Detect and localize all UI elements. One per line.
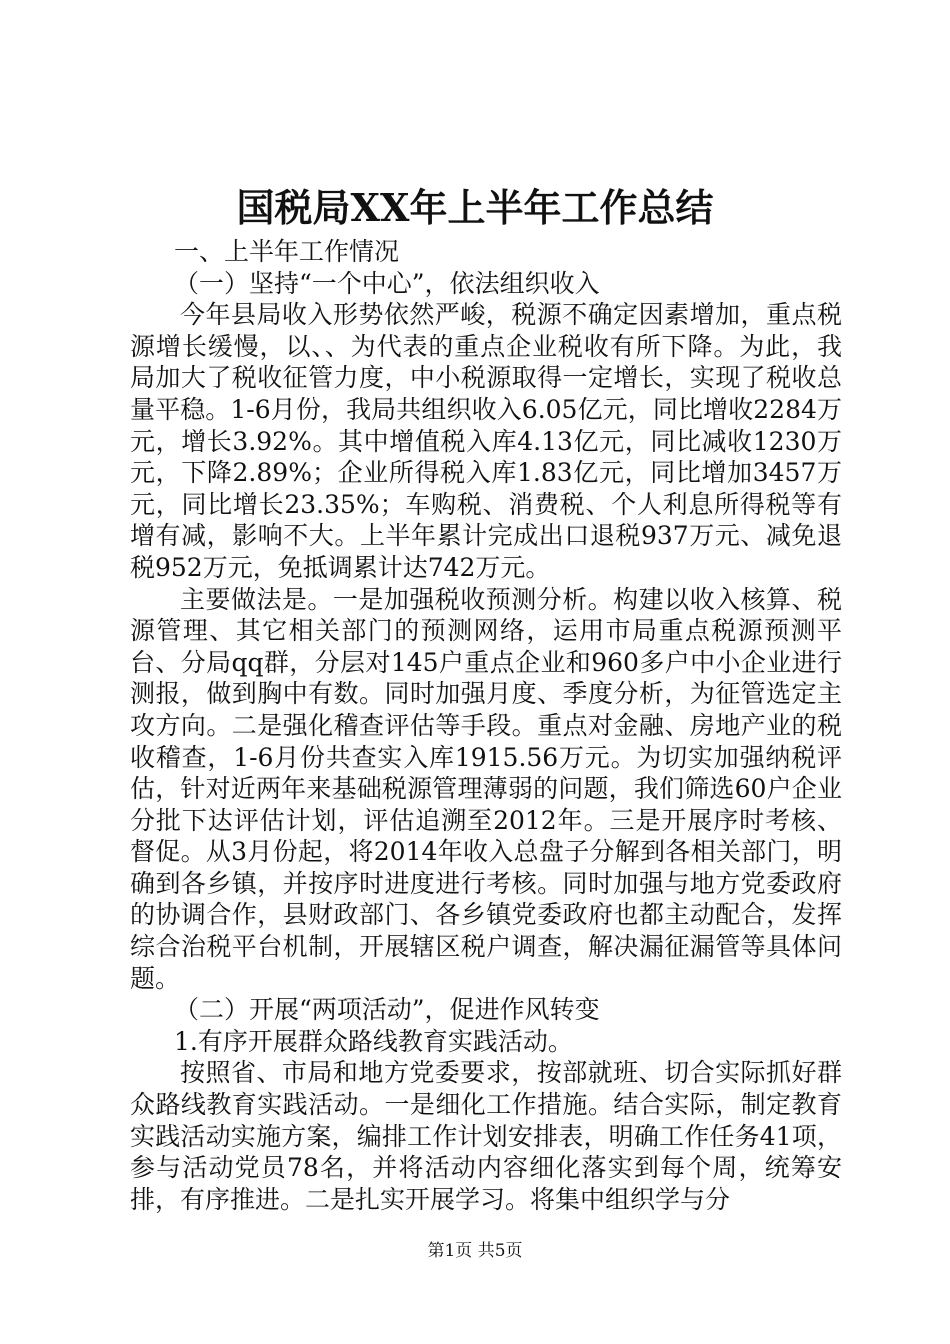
section-heading: 一、上半年工作情况: [174, 237, 400, 266]
page-footer: 第1页 共5页: [427, 1241, 523, 1261]
item-heading: 1.有序开展群众路线教育实践活动。: [174, 1026, 573, 1056]
body-paragraph: 今年县局收入形势依然严峻，税源不确定因素增加，重点税源增长缓慢，以、、为代表的重点企业税收有所下降。为此，我局加大了税收征管力度，中小税源取得一定增长，实现了税收总量平稳。1-6月份，我局共组织收入6.05亿元，同比增收2284万元，增长3.92%。其中增值税入库4.13亿元，同比减收1230万元，下降2.89%；企业所得税入库1.83亿元，同比增加3457万元，同比增长23.35%；车购税、消费税、个人利息所得税等有增有减，影响不大。上半年累计完成出口退税937万元、减免退税952万元，免抵调累计达742万元。: [130, 300, 842, 582]
subsection-heading: （二）开展“两项活动”，促进作风转变: [174, 995, 600, 1025]
body-paragraph: 按照省、市局和地方党委要求，按部就班、切合实际抓好群众路线教育实践活动。一是细化工作措施。结合实际，制定教育实践活动实施方案，编排工作计划安排表，明确工作任务41项，参与活动党员78名，并将活动内容细化落实到每个周，统筹安排，有序推进。二是扎实开展学习。将集中组织学与分: [130, 1058, 842, 1214]
document-title: 国税局XX年上半年工作总结: [236, 185, 714, 230]
subsection-heading: （一）坚持“一个中心”，依法组织收入: [174, 268, 600, 298]
body-paragraph: 主要做法是。一是加强税收预测分析。构建以收入核算、税源管理、其它相关部门的预测网络，运用市局重点税源预测平台、分局qq群，分层对145户重点企业和960多户中小企业进行测报，做到胸中有数。同时加强月度、季度分析，为征管选定主攻方向。二是强化稽查评估等手段。重点对金融、房地产业的税收稽查，1-6月份共查实入库1915.56万元。为切实加强纳税评估，针对近两年来基础税源管理薄弱的问题，我们筛选60户企业分批下达评估计划，评估追溯至2012年。三是开展序时考核、督促。从3月份起，将2014年收入总盘子分解到各相关部门，明确到各乡镇，并按序时进度进行考核。同时加强与地方党委政府的协调合作，县财政部门、各乡镇党委政府也都主动配合，发挥综合治税平台机制，开展辖区税户调查，解决漏征漏管等具体问题。: [130, 584, 842, 993]
document-body: [130, 236, 842, 1215]
